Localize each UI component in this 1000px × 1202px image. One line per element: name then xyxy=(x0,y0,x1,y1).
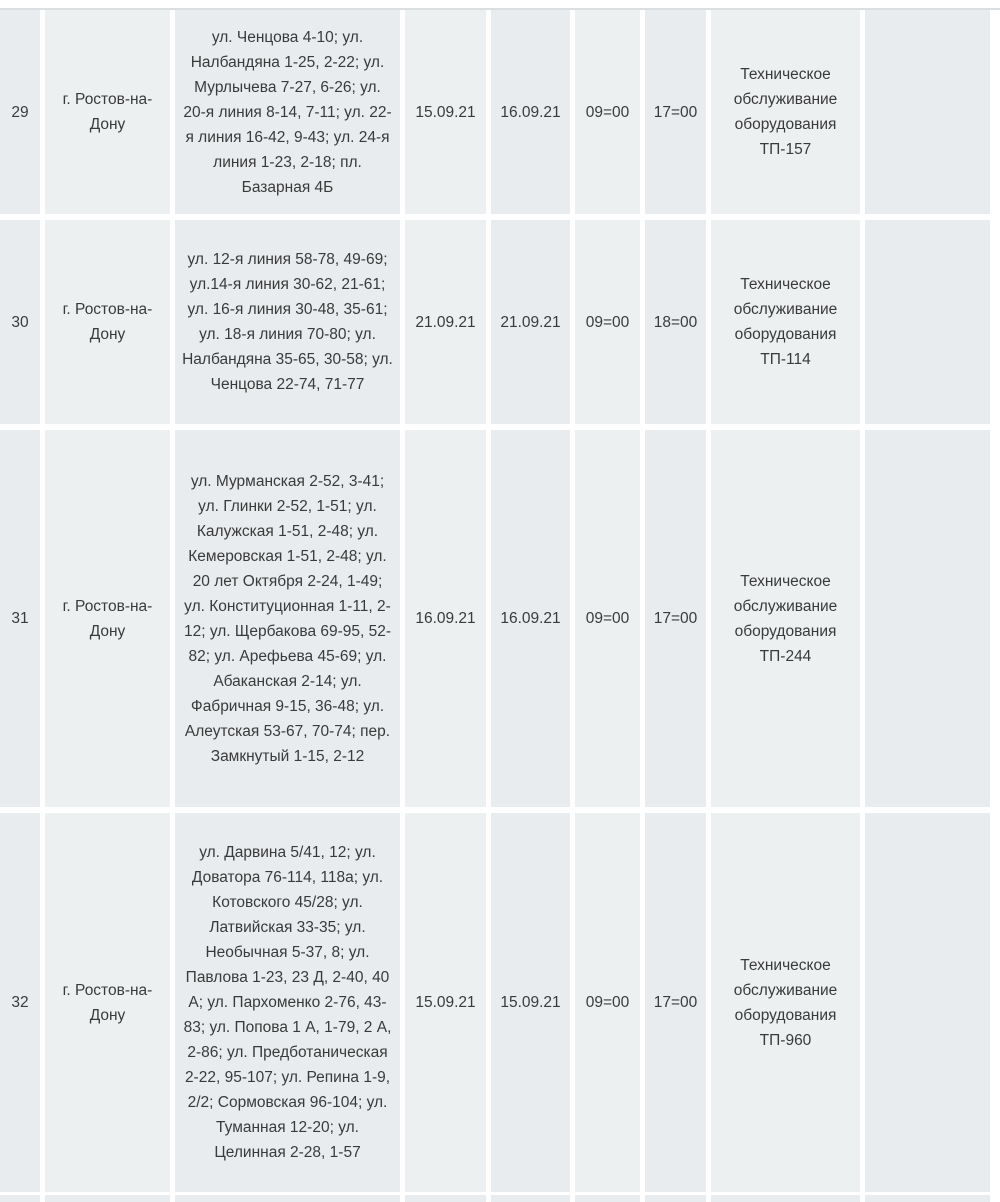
row-city: г. Ростов-на-Дону xyxy=(45,430,175,813)
row-date-end: 15.09.21 xyxy=(491,813,575,1198)
row-work-description: Техническое обслуживание оборудования ТП-114 xyxy=(711,220,865,430)
row-note xyxy=(865,813,990,1198)
row-time-end: 18=00 xyxy=(645,220,711,430)
row-number: 30 xyxy=(0,220,45,430)
row-note xyxy=(865,430,990,813)
next-row-edge xyxy=(0,1195,990,1202)
table-row xyxy=(0,813,990,1198)
row-work-description: Техническое обслуживание оборудования ТП-244 xyxy=(711,430,865,813)
row-work-description: Техническое обслуживание оборудования ТП-960 xyxy=(711,813,865,1198)
row-date-start: 21.09.21 xyxy=(405,220,491,430)
row-time-end: 17=00 xyxy=(645,10,711,220)
row-time-start: 09=00 xyxy=(575,813,645,1198)
row-date-end: 21.09.21 xyxy=(491,220,575,430)
row-time-start: 09=00 xyxy=(575,430,645,813)
row-date-start: 15.09.21 xyxy=(405,10,491,220)
table-row xyxy=(0,10,990,220)
row-addresses: ул. Мурманская 2-52, 3-41; ул. Глинки 2-52, 1-51; ул. Калужская 1-51, 2-48; ул. Кемеровская 1-51, 2-48; ул. 20 лет Октября 2-24, 1-49; ул. Конституционная 1-11, 2-12; ул. Щербакова 69-95, 52-82; ул. Арефьева 45-69; ул. Абаканская 2-14; ул. Фабричная 9-15, 36-48; ул. Алеутская 53-67, 70-74; пер. Замкнутый 1-15, 2-12 xyxy=(175,430,405,813)
row-date-end: 16.09.21 xyxy=(491,10,575,220)
row-work-description: Техническое обслуживание оборудования ТП-157 xyxy=(711,10,865,220)
row-note xyxy=(865,220,990,430)
row-date-start: 16.09.21 xyxy=(405,430,491,813)
row-addresses: ул. Дарвина 5/41, 12; ул. Доватора 76-114, 118а; ул. Котовского 45/28; ул. Латвийская 33-35; ул. Необычная 5-37, 8; ул. Павлова 1-23, 23 Д, 2-40, 40 А; ул. Пархоменко 2-76, 43-83; ул. Попова 1 А, 1-79, 2 А, 2-86; ул. Предботаническая 2-22, 95-107; ул. Репина 1-9, 2/2; Сормовская 96-104; ул. Туманная 12-20; ул. Целинная 2-28, 1-57 xyxy=(175,813,405,1198)
row-addresses: ул. 12-я линия 58-78, 49-69; ул.14-я линия 30-62, 21-61; ул. 16-я линия 30-48, 35-61; ул. 18-я линия 70-80; ул. Налбандяна 35-65, 30-58; ул. Ченцова 22-74, 71-77 xyxy=(175,220,405,430)
row-city: г. Ростов-на-Дону xyxy=(45,220,175,430)
row-note xyxy=(865,10,990,220)
row-number: 29 xyxy=(0,10,45,220)
row-date-end: 16.09.21 xyxy=(491,430,575,813)
row-time-end: 17=00 xyxy=(645,813,711,1198)
row-city: г. Ростов-на-Дону xyxy=(45,10,175,220)
row-time-start: 09=00 xyxy=(575,220,645,430)
row-time-end: 17=00 xyxy=(645,430,711,813)
row-number: 31 xyxy=(0,430,45,813)
row-date-start: 15.09.21 xyxy=(405,813,491,1198)
row-city: г. Ростов-на-Дону xyxy=(45,813,175,1198)
row-time-start: 09=00 xyxy=(575,10,645,220)
outage-schedule-table xyxy=(0,10,990,1198)
table-row xyxy=(0,220,990,430)
row-addresses: ул. Ченцова 4-10; ул. Налбандяна 1-25, 2-22; ул. Мурлычева 7-27, 6-26; ул. 20-я линия 8-14, 7-11; ул. 22-я линия 16-42, 9-43; ул. 24-я линия 1-23, 2-18; пл. Базарная 4Б xyxy=(175,10,405,220)
row-number: 32 xyxy=(0,813,45,1198)
table-row xyxy=(0,430,990,813)
